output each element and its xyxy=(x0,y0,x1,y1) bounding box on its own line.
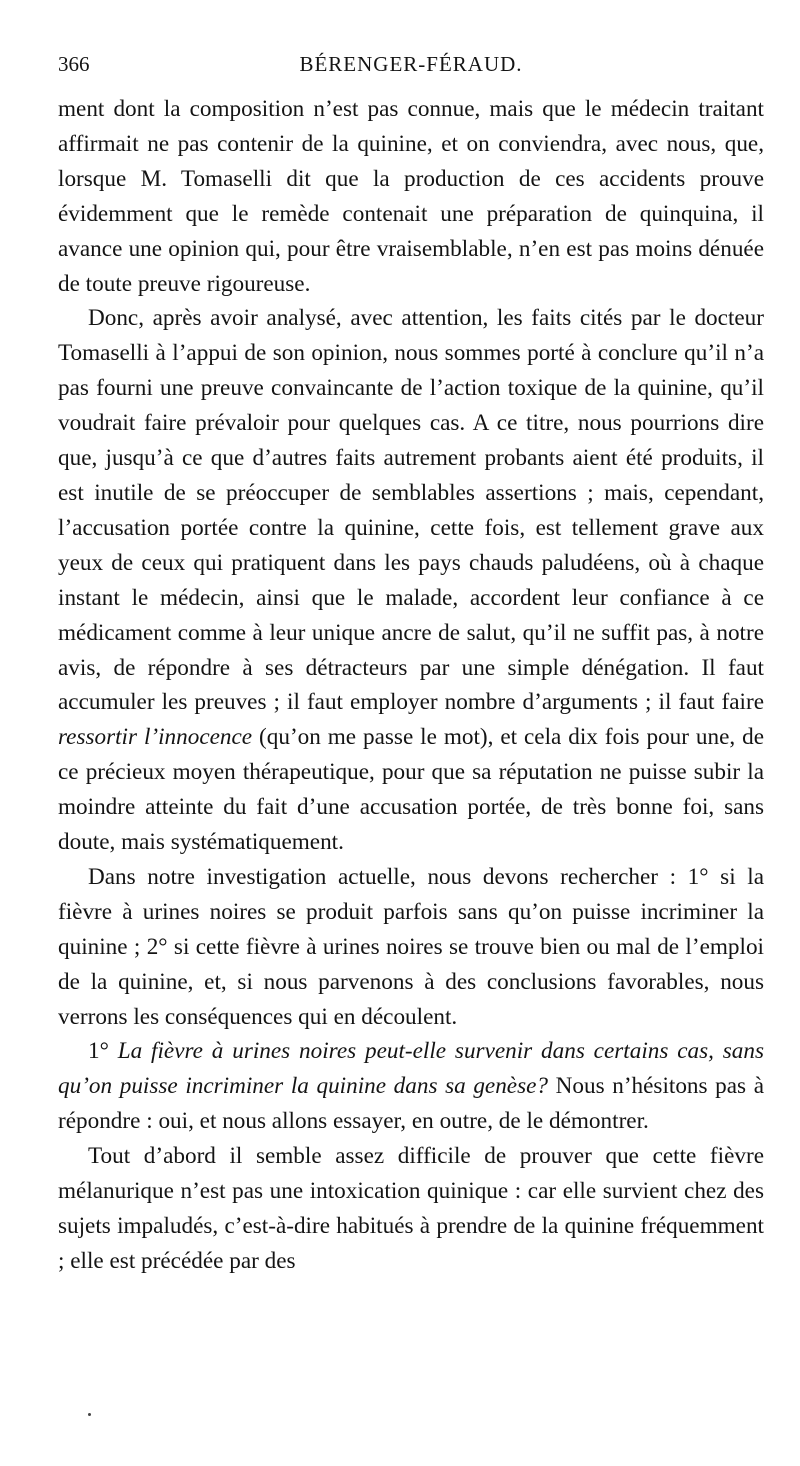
running-title: BÉRENGER-FÉRAUD. xyxy=(299,52,523,76)
paragraph-2-text: Donc, après avoir analysé, avec attention, les faits cités par le docteur Tomaselli à l’appui de son opinion, nous sommes porté à conclure qu’il n’a pas fourni une preuve convaincante de l’action toxique de la quinine, qu’il voudrait faire prévaloir pour quelques cas. A ce titre, nous pourrions dire que, jusqu’à ce que d’autres faits autrement probants aient été produits, il est inutile de se préoccuper de semblables assertions ; mais, cependant, l’accusation portée contre la quinine, cette fois, est tellement grave aux yeux de ceux qui pratiquent dans les pays chauds paludéens, où à chaque instant le médecin, ainsi que le malade, accordent leur confiance à ce médicament comme à leur unique ancre de salut, qu’il ne suffit pas, à notre avis, de répondre à ses détracteurs par une simple dénégation. Il faut accumuler les preuves ; il faut employer nombre d’arguments ; il faut faire xyxy=(58,305,764,716)
stray-print-mark xyxy=(88,1413,91,1416)
paragraph-2 xyxy=(58,301,764,860)
paragraph-2-italic: ressortir l’innocence xyxy=(58,724,253,751)
section-number: 1° xyxy=(88,1038,109,1065)
paragraph-5 xyxy=(58,1139,764,1279)
page-number: 366 xyxy=(58,52,90,76)
running-header xyxy=(58,52,764,86)
section-question: La fièvre à urines noires peut-elle survenir dans certains cas, sans qu’on puisse incriminer la quinine dans sa genèse? xyxy=(58,1038,764,1100)
paragraph-1-text: ment dont la composition n’est pas connue, mais que le médecin traitant affirmait ne pas contenir de la quinine, et on conviendra, avec nous, que, lorsque M. Tomaselli dit que la production de ces accidents prouve évidemment que le remède contenait une préparation de quinquina, il avance une opinion qui, pour être vraisemblable, n’en est pas moins dénuée de toute preuve rigoureuse. xyxy=(58,96,764,297)
book-page xyxy=(58,52,764,1279)
paragraph-5-text: Tout d’abord il semble assez difficile de prouver que cette fièvre mélanurique n’est pas une intoxication quinique : car elle survient chez des sujets impaludés, c’est-à-dire habitués à prendre de la quinine fréquemment ; elle est précédée par des xyxy=(58,1143,764,1274)
paragraph-3-text: Dans notre investigation actuelle, nous devons rechercher : 1° si la fièvre à urines noires se produit parfois sans qu’on puisse incriminer la quinine ; 2° si cette fièvre à urines noires se trouve bien ou mal de l’emploi de la quinine, et, si nous parvenons à des conclusions favorables, nous verrons les conséquences qui en découlent. xyxy=(58,863,764,1030)
paragraph-2-text-after: (qu’on me passe le mot), et cela dix fois pour une, de ce précieux moyen thérapeutique, pour que sa réputation ne puisse subir la moindre atteinte du fait d’une accusation portée, de très bonne foi, sans doute, mais systématiquement. xyxy=(58,724,764,856)
body-text xyxy=(58,92,764,1279)
paragraph-4 xyxy=(58,1034,764,1139)
paragraph-1 xyxy=(58,92,764,301)
paragraph-3 xyxy=(58,860,764,1035)
paragraph-4-text-after: Nous n’hésitons pas à répondre : oui, et nous allons essayer, en outre, de le démontrer. xyxy=(58,1073,764,1135)
